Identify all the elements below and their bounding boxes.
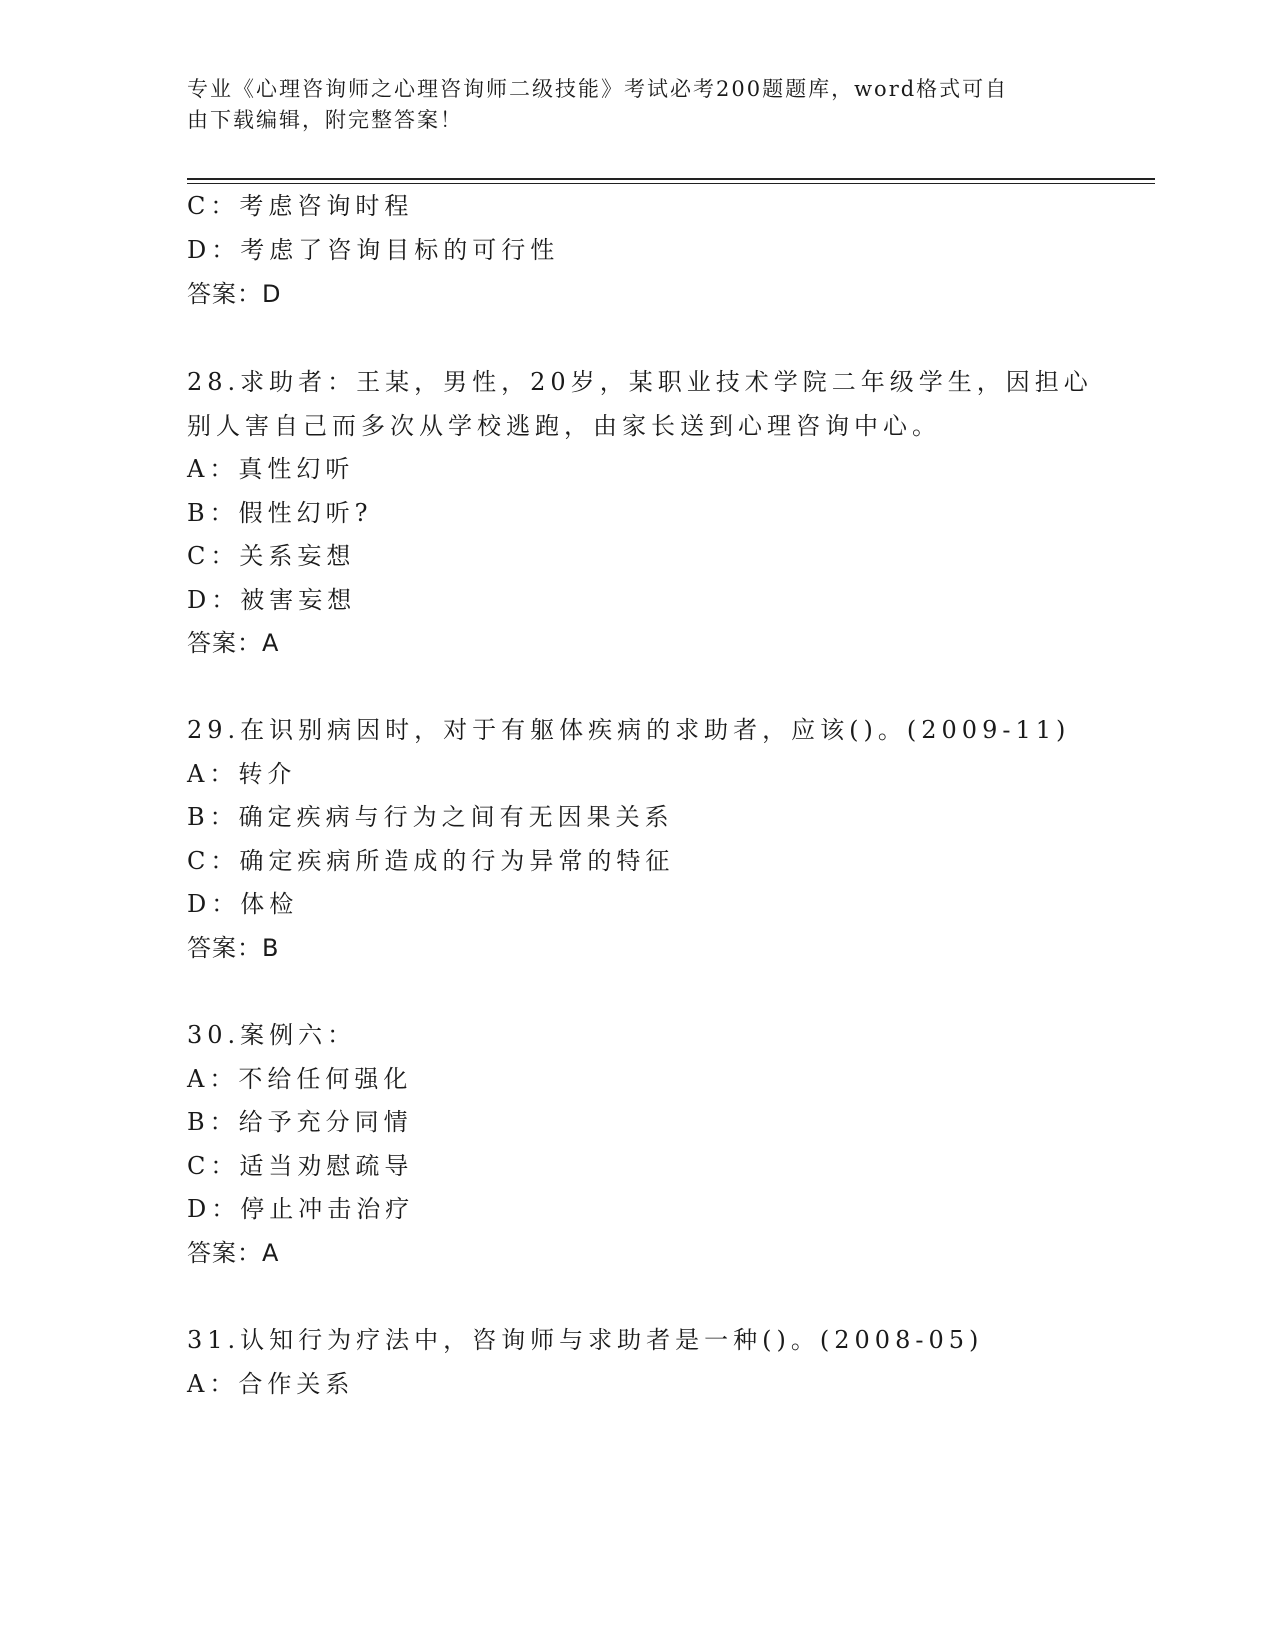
q29-option-c: C：确定疾病所造成的行为异常的特征: [187, 847, 675, 875]
document-header: [187, 74, 1087, 136]
q30-option-d: D：停止冲击治疗: [187, 1195, 415, 1223]
q28-stem-line-1: 28.求助者：王某，男性，20岁，某职业技术学院二年级学生，因担心: [187, 368, 1093, 396]
q29-answer: 答案：B: [187, 934, 280, 962]
q31-option-a: A：合作关系: [187, 1370, 355, 1398]
q29-option-b: B：确定疾病与行为之间有无因果关系: [187, 803, 674, 831]
header-divider-thick: [187, 178, 1155, 180]
q30-option-a: A：不给任何强化: [187, 1065, 413, 1093]
q28-option-c: C：关系妄想: [187, 542, 356, 570]
q30-answer: 答案：A: [187, 1239, 280, 1267]
q28-stem-line-2: 别人害自己而多次从学校逃跑，由家长送到心理咨询中心。: [187, 412, 941, 440]
q30-option-c: C：适当劝慰疏导: [187, 1152, 414, 1180]
prev-option-c: C：考虑咨询时程: [187, 192, 414, 220]
q29-option-d: D：体检: [187, 890, 299, 918]
q29-stem-line-1: 29.在识别病因时，对于有躯体疾病的求助者，应该()。(2009-11): [187, 716, 1071, 744]
prev-answer: 答案：D: [187, 280, 282, 308]
q29-option-a: A：转介: [187, 760, 297, 788]
q28-answer: 答案：A: [187, 629, 280, 657]
q30-stem-line-1: 30.案例六：: [187, 1021, 357, 1049]
header-divider-thin: [187, 183, 1155, 184]
q30-option-b: B：给予充分同情: [187, 1108, 413, 1136]
header-line-1: 专业《心理咨询师之心理咨询师二级技能》考试必考200题题库，word格式可自: [187, 77, 1009, 101]
q28-option-a: A：真性幻听: [187, 455, 355, 483]
q28-option-b: B：假性幻听?: [187, 499, 373, 527]
q31-stem-line-1: 31.认知行为疗法中，咨询师与求助者是一种()。(2008-05): [187, 1326, 984, 1354]
header-line-2: 由下载编辑，附完整答案！: [187, 108, 463, 132]
prev-option-d: D：考虑了咨询目标的可行性: [187, 236, 560, 264]
q28-option-d: D：被害妄想: [187, 586, 357, 614]
